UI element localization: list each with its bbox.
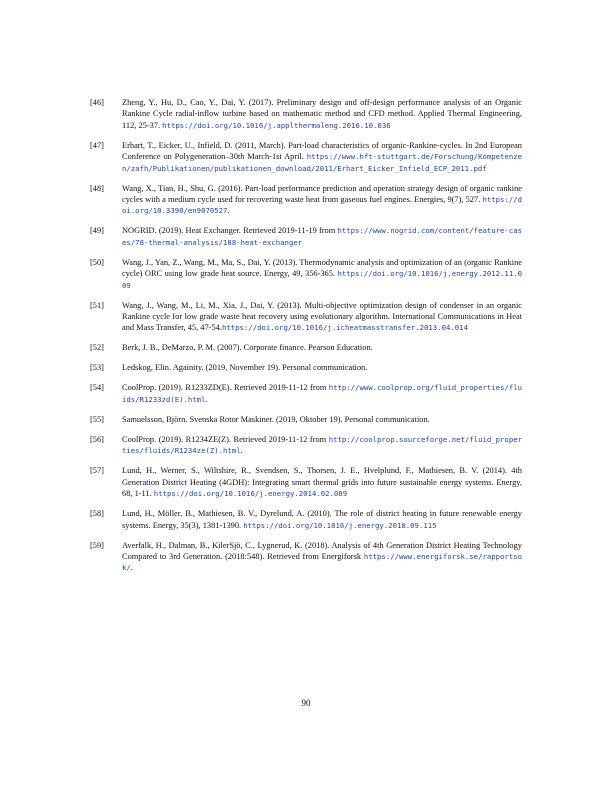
reference-item	[90, 382, 522, 405]
reference-text: Zheng, Y., Hu, D., Cao, Y., Dai, Y. (2017). Preliminary design and off-design performance analysis of an Organic Rankine Cycle radial-inflow turbine based on mathematic method and CFD method. Applied Thermal Engineering, 112, 25-37.	[122, 98, 522, 130]
reference-number: [52]	[90, 343, 104, 353]
reference-number: [49]	[90, 226, 104, 236]
reference-tail: .	[205, 394, 208, 404]
reference-item	[90, 540, 522, 574]
reference-link[interactable]: http://www.coolprop.org/fluid_properties/fluids/R1233zd(E).html	[122, 383, 522, 404]
reference-item	[90, 300, 522, 334]
reference-link[interactable]: https://doi.org/10.1016/j.energy.2012.11.009	[122, 269, 522, 290]
page-number: 90	[301, 698, 311, 708]
reference-text: CoolProp. (2019). R1234ZE(Z). Retrieved 2019-11-12 from	[122, 434, 329, 444]
reference-link[interactable]: https://www.energiforsk.se/rapportsok/	[122, 551, 522, 573]
reference-number: [55]	[90, 414, 104, 424]
reference-link[interactable]: https://www.hft-stuttgart.de/Forschung/Kompetenzen/zafh/Publikationen/publikationen_download/2011/Erhart_Eicker_Infield_ECP_2011.pdf	[122, 152, 522, 173]
reference-text: Erhart, T., Eicker, U., Infield, D. (2011, March). Part-load characteristics of organic-Rankine-cycles. In 2nd European Conference on Polygeneration–30th March-1st April.	[122, 140, 522, 162]
reference-item	[90, 257, 522, 291]
reference-item	[90, 414, 522, 425]
reference-text: CoolProp. (2019). R1233ZD(E). Retrieved 2019-11-12 from	[122, 383, 329, 393]
reference-link[interactable]: https://doi.org/10.3390/en9070527	[122, 195, 522, 216]
reference-item	[90, 225, 522, 248]
reference-text: Berk, J. B., DeMarzo, P. M. (2007). Corporate finance. Pearson Education.	[122, 343, 373, 353]
reference-list	[90, 97, 522, 582]
reference-link[interactable]: https://doi.org/10.1016/j.energy.2014.02.089	[153, 489, 348, 499]
reference-text: NOGRID. (2019). Heat Exchanger. Retrieved 2019-11-19 from	[122, 226, 338, 236]
reference-text: Samuelsson, Björn. Svenska Rotor Maskiner. (2019, Oktober 19). Personal communication.	[122, 414, 430, 424]
reference-number: [59]	[90, 540, 104, 550]
reference-tail: .	[130, 563, 133, 573]
reference-number: [53]	[90, 363, 104, 373]
reference-item	[90, 183, 522, 217]
reference-link[interactable]: https://www.nogrid.com/content/feature-cases/78-thermal-analysis/188-heat-exchanger	[122, 226, 522, 247]
reference-number: [46]	[90, 98, 104, 107]
reference-number: [51]	[90, 300, 104, 310]
reference-text: Lund, H., Möller, B., Mathiesen, B. V., Dyrelund, A. (2010). The role of district heating in future renewable energy systems. Energy, 35(3), 1381-1390.	[122, 509, 522, 530]
reference-item	[90, 434, 522, 457]
reference-text: Wang, X., Tian, H., Shu, G. (2016). Part-load performance prediction and operation strategy design of organic rankine cycles with a medium cycle used for recovering waste heat from gaseous fuel engines. Energies, 9(7), 527.	[122, 183, 522, 205]
reference-tail: .	[227, 206, 230, 216]
reference-number: [48]	[90, 183, 104, 193]
reference-tail: .	[240, 446, 243, 456]
reference-item	[90, 97, 522, 131]
reference-item	[90, 140, 522, 174]
reference-number: [54]	[90, 383, 104, 393]
reference-text: Ledskog, Elin. Againity. (2019, November 19). Personal communication.	[122, 363, 368, 373]
reference-text: Wang, J., Wang, M., Li, M., Xia, J., Dai, Y. (2013). Multi-objective optimization design of condenser in an organic Rankine cycle for low grade waste heat recovery using evolutionary algorithm. International Communications in Heat and Mass Transfer, 45, 47-54.	[122, 300, 522, 333]
reference-text: Wang, J., Yan, Z., Wang, M., Ma, S., Dai, Y. (2013). Thermodynamic analysis and optimization of an (organic Rankine cycle) ORC using low grade heat source. Energy, 49, 356-365.	[122, 257, 522, 279]
reference-item	[90, 342, 522, 353]
reference-number: [58]	[90, 509, 104, 519]
reference-link[interactable]: https://doi.org/10.1016/j.icheatmasstransfer.2013.04.014	[221, 323, 468, 333]
reference-item	[90, 508, 522, 531]
reference-link[interactable]: https://doi.org/10.1016/j.energy.2018.09.115	[243, 520, 437, 530]
reference-number: [57]	[90, 466, 104, 476]
reference-number: [50]	[90, 257, 104, 267]
reference-number: [56]	[90, 434, 104, 444]
reference-item	[90, 465, 522, 499]
reference-text: Averfalk, H., Dalman, B., KilerSjö, C., Lygnerud, K. (2018). Analysis of 4th Generation District Heating Technology Compared to 3rd Generation. (2018:548). Retrieved from Energiforsk	[122, 540, 522, 561]
reference-text: Lund, H., Werner, S., Wiltshire, R., Svendsen, S., Thorsen, J. E., Hvelplund, F., Mathiesen, B. V. (2014). 4th Generation District Heating (4GDH): Integrating smart thermal grids into future sustainable energy systems. Energy, 68, 1-11.	[122, 466, 522, 499]
reference-number: [47]	[90, 140, 104, 150]
reference-link[interactable]: https://doi.org/10.1016/j.applthermaleng.2016.10.036	[162, 120, 391, 130]
reference-item	[90, 362, 522, 373]
reference-link[interactable]: http://coolprop.sourceforge.net/fluid_properties/fluids/R1234ze(Z).html	[122, 434, 522, 456]
